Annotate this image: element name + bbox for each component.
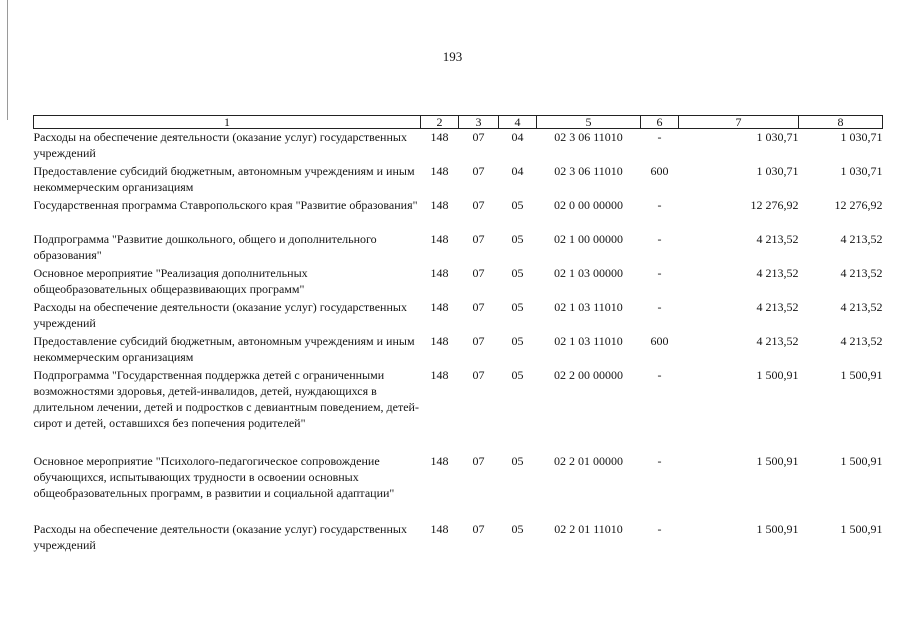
expense-type-code: - — [657, 197, 662, 212]
amount-col7: 1 500,91 — [756, 521, 799, 536]
ministry-code: 148 — [430, 163, 449, 178]
expense-type-code: 600 — [650, 333, 669, 348]
ministry-code: 148 — [430, 299, 449, 314]
row-description: Государственная программа Ставропольского края "Развитие образования" — [33, 197, 418, 212]
target-item-code: 02 0 00 00000 — [554, 197, 623, 212]
section-code: 07 — [472, 130, 485, 144]
amount-col8: 1 500,91 — [840, 453, 883, 468]
row-description: Подпрограмма "Развитие дошкольного, общего и дополнительного образования" — [33, 231, 377, 262]
expense-type-code: - — [657, 265, 662, 280]
subsection-code: 04 — [511, 163, 524, 178]
column-header-4: 4 — [499, 116, 537, 129]
row-description: Основное мероприятие "Реализация дополнительных общеобразовательных общеразвивающих программ" — [33, 265, 308, 296]
row-description: Расходы на обеспечение деятельности (оказание услуг) государственных учреждений — [33, 299, 407, 330]
target-item-code: 02 1 03 00000 — [554, 265, 623, 280]
table-row — [34, 197, 883, 231]
amount-col7: 4 213,52 — [756, 265, 799, 280]
table-row — [34, 299, 883, 333]
subsection-code: 05 — [511, 265, 524, 280]
section-code: 07 — [472, 521, 485, 536]
target-item-code: 02 2 01 11010 — [554, 521, 623, 536]
expense-type-code: - — [657, 367, 662, 382]
target-item-code: 02 2 01 00000 — [554, 453, 623, 468]
ministry-code: 148 — [430, 453, 449, 468]
amount-col8: 12 276,92 — [834, 197, 883, 212]
target-item-code: 02 1 00 00000 — [554, 231, 623, 246]
ministry-code: 148 — [430, 197, 449, 212]
section-code: 07 — [472, 265, 485, 280]
ministry-code: 148 — [430, 130, 449, 144]
table-row — [34, 163, 883, 197]
row-description: Предоставление субсидий бюджетным, автономным учреждениям и иным некоммерческим организациям — [33, 333, 415, 364]
amount-col7: 4 213,52 — [756, 333, 799, 348]
row-description: Предоставление субсидий бюджетным, автономным учреждениям и иным некоммерческим организациям — [33, 163, 415, 194]
section-code: 07 — [472, 367, 485, 382]
amount-col8: 4 213,52 — [840, 333, 883, 348]
column-header-2: 2 — [421, 116, 459, 129]
amount-col8: 4 213,52 — [840, 265, 883, 280]
ministry-code: 148 — [430, 521, 449, 536]
section-code: 07 — [472, 197, 485, 212]
amount-col7: 1 030,71 — [756, 163, 799, 178]
column-header-6: 6 — [641, 116, 679, 129]
table-row — [34, 521, 883, 555]
target-item-code: 02 2 00 00000 — [554, 367, 623, 382]
subsection-code: 05 — [511, 197, 524, 212]
expense-type-code: - — [657, 130, 662, 144]
amount-col8: 1 030,71 — [840, 163, 883, 178]
amount-col8: 4 213,52 — [840, 231, 883, 246]
column-header-5: 5 — [537, 116, 641, 129]
subsection-code: 04 — [511, 130, 524, 144]
row-description: Подпрограмма "Государственная поддержка детей с ограниченными возможностями здоровья, детей-инвалидов, детей, нуждающихся в длительном лечении, детей и подростков с девиантным поведением, детей-сирот и детей, оставшихся без попечения родителей" — [33, 367, 419, 430]
row-description: Основное мероприятие "Психолого-педагогическое сопровождение обучающихся, испытывающих трудности в освоении основных общеобразовательных программ, в развитии и социальной адаптации" — [33, 453, 395, 500]
column-header-3: 3 — [459, 116, 499, 129]
ministry-code: 148 — [430, 367, 449, 382]
section-code: 07 — [472, 453, 485, 468]
section-code: 07 — [472, 231, 485, 246]
expense-type-code: 600 — [650, 163, 669, 178]
amount-col8: 4 213,52 — [840, 299, 883, 314]
page-number: 193 — [442, 49, 463, 64]
expense-type-code: - — [657, 299, 662, 314]
amount-col8: 1 500,91 — [840, 521, 883, 536]
expense-type-code: - — [657, 521, 662, 536]
ministry-code: 148 — [430, 231, 449, 246]
subsection-code: 05 — [511, 453, 524, 468]
ministry-code: 148 — [430, 333, 449, 348]
section-code: 07 — [472, 163, 485, 178]
target-item-code: 02 3 06 11010 — [554, 130, 623, 144]
subsection-code: 05 — [511, 521, 524, 536]
table-row — [34, 129, 883, 163]
amount-col7: 4 213,52 — [756, 231, 799, 246]
column-header-8: 8 — [799, 116, 883, 129]
section-code: 07 — [472, 299, 485, 314]
subsection-code: 05 — [511, 333, 524, 348]
subsection-code: 05 — [511, 367, 524, 382]
target-item-code: 02 1 03 11010 — [554, 333, 623, 348]
expense-type-code: - — [657, 453, 662, 468]
column-header-7: 7 — [679, 116, 799, 129]
amount-col7: 12 276,92 — [750, 197, 799, 212]
amount-col7: 4 213,52 — [756, 299, 799, 314]
column-header-1: 1 — [34, 116, 421, 129]
table-row — [34, 231, 883, 265]
row-description: Расходы на обеспечение деятельности (оказание услуг) государственных учреждений — [33, 130, 407, 160]
amount-col7: 1 500,91 — [756, 367, 799, 382]
row-description: Расходы на обеспечение деятельности (оказание услуг) государственных учреждений — [33, 521, 407, 552]
subsection-code: 05 — [511, 231, 524, 246]
section-code: 07 — [472, 333, 485, 348]
subsection-code: 05 — [511, 299, 524, 314]
target-item-code: 02 3 06 11010 — [554, 163, 623, 178]
target-item-code: 02 1 03 11010 — [554, 299, 623, 314]
amount-col7: 1 030,71 — [756, 130, 799, 144]
table-row — [34, 333, 883, 367]
table-row — [34, 367, 883, 453]
ministry-code: 148 — [430, 265, 449, 280]
table-row — [34, 265, 883, 299]
amount-col8: 1 030,71 — [840, 130, 883, 144]
amount-col8: 1 500,91 — [840, 367, 883, 382]
expense-type-code: - — [657, 231, 662, 246]
budget-table — [33, 115, 883, 555]
table-row — [34, 453, 883, 521]
table-header-row — [34, 116, 883, 129]
amount-col7: 1 500,91 — [756, 453, 799, 468]
